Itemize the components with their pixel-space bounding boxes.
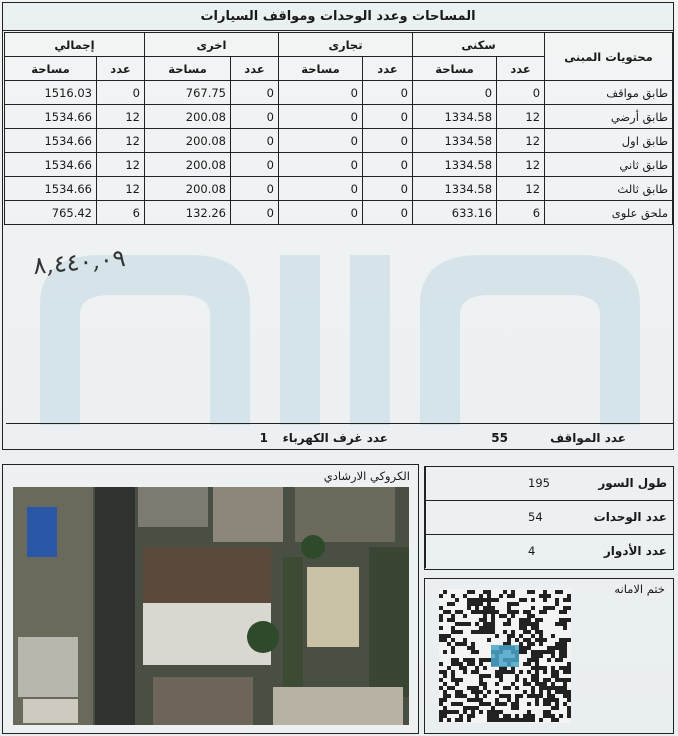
table-row bbox=[5, 81, 673, 105]
header-area: مساحة bbox=[279, 57, 363, 81]
cell-com-count: 0 bbox=[363, 129, 413, 153]
electric-rooms-label: عدد غرف الكهرباء bbox=[282, 431, 388, 445]
cell-res-area: 633.16 bbox=[413, 201, 497, 225]
cell-res-area: 1334.58 bbox=[413, 129, 497, 153]
info-row-units bbox=[425, 501, 673, 535]
cell-oth-count: 0 bbox=[231, 105, 279, 129]
cell-tot-count: 0 bbox=[97, 81, 145, 105]
cell-tot-area: 1534.66 bbox=[5, 105, 97, 129]
fence-length-label: طول السور bbox=[598, 476, 667, 490]
cell-res-count: 6 bbox=[497, 201, 545, 225]
fence-length-value: 195 bbox=[528, 476, 550, 490]
cell-com-area: 0 bbox=[279, 105, 363, 129]
cell-com-area: 0 bbox=[279, 153, 363, 177]
floors-label: عدد الأدوار bbox=[603, 544, 667, 558]
header-count: عدد bbox=[363, 57, 413, 81]
cell-com-count: 0 bbox=[363, 177, 413, 201]
row-label: طابق أرضي bbox=[545, 105, 673, 129]
header-commercial: تجارى bbox=[279, 33, 413, 57]
footer-summary bbox=[6, 423, 674, 452]
cell-tot-count: 12 bbox=[97, 177, 145, 201]
municipality-seal-box bbox=[424, 578, 674, 734]
qr-code-icon bbox=[439, 589, 571, 723]
areas-table-section bbox=[2, 2, 674, 450]
cell-res-area: 1334.58 bbox=[413, 153, 497, 177]
row-label: طابق مواقف bbox=[545, 81, 673, 105]
row-label: طابق ثاني bbox=[545, 153, 673, 177]
cell-com-area: 0 bbox=[279, 177, 363, 201]
handwritten-total: ٨,٤٤٠,٠٩ bbox=[31, 244, 127, 280]
seal-label: ختم الامانه bbox=[614, 582, 665, 596]
cell-res-count: 12 bbox=[497, 177, 545, 201]
cell-oth-area: 200.08 bbox=[145, 177, 231, 201]
header-area: مساحة bbox=[145, 57, 231, 81]
row-label: طابق ثالث bbox=[545, 177, 673, 201]
cell-tot-count: 12 bbox=[97, 105, 145, 129]
header-total: إجمالي bbox=[5, 33, 145, 57]
page-title: المساحات وعدد الوحدات ومواقف السيارات bbox=[3, 3, 673, 31]
table-row bbox=[5, 201, 673, 225]
cell-res-count: 12 bbox=[497, 105, 545, 129]
cell-com-area: 0 bbox=[279, 201, 363, 225]
cell-oth-area: 132.26 bbox=[145, 201, 231, 225]
cell-res-count: 12 bbox=[497, 153, 545, 177]
header-count: عدد bbox=[97, 57, 145, 81]
cell-com-area: 0 bbox=[279, 81, 363, 105]
cell-com-count: 0 bbox=[363, 153, 413, 177]
cell-com-count: 0 bbox=[363, 105, 413, 129]
row-label: طابق اول bbox=[545, 129, 673, 153]
header-area: مساحة bbox=[413, 57, 497, 81]
info-row-floors bbox=[425, 535, 673, 568]
aerial-sketch-box bbox=[2, 464, 419, 734]
cell-tot-area: 1534.66 bbox=[5, 177, 97, 201]
cell-tot-area: 1534.66 bbox=[5, 153, 97, 177]
cell-tot-area: 1516.03 bbox=[5, 81, 97, 105]
units-value: 54 bbox=[528, 510, 543, 524]
cell-oth-area: 200.08 bbox=[145, 153, 231, 177]
header-count: عدد bbox=[497, 57, 545, 81]
floors-value: 4 bbox=[528, 544, 536, 558]
cell-res-area: 1334.58 bbox=[413, 177, 497, 201]
table-row bbox=[5, 105, 673, 129]
cell-oth-count: 0 bbox=[231, 177, 279, 201]
cell-res-area: 1334.58 bbox=[413, 105, 497, 129]
table-body bbox=[5, 81, 673, 225]
cell-res-count: 0 bbox=[497, 81, 545, 105]
cell-oth-count: 0 bbox=[231, 201, 279, 225]
cell-oth-count: 0 bbox=[231, 153, 279, 177]
cell-tot-area: 1534.66 bbox=[5, 129, 97, 153]
cell-com-count: 0 bbox=[363, 81, 413, 105]
header-residential: سكنى bbox=[413, 33, 545, 57]
header-row-label: محتويات المبنى bbox=[545, 33, 673, 81]
table-row bbox=[5, 153, 673, 177]
parking-label: عدد المواقف bbox=[550, 431, 626, 445]
cell-oth-count: 0 bbox=[231, 81, 279, 105]
header-count: عدد bbox=[231, 57, 279, 81]
table-row bbox=[5, 177, 673, 201]
header-other: اخرى bbox=[145, 33, 279, 57]
electric-rooms-value: 1 bbox=[259, 431, 268, 445]
cell-oth-count: 0 bbox=[231, 129, 279, 153]
info-row-fence-length bbox=[425, 467, 673, 501]
cell-tot-count: 12 bbox=[97, 153, 145, 177]
cell-tot-area: 765.42 bbox=[5, 201, 97, 225]
cell-oth-area: 200.08 bbox=[145, 129, 231, 153]
header-area: مساحة bbox=[5, 57, 97, 81]
cell-oth-area: 767.75 bbox=[145, 81, 231, 105]
cell-tot-count: 12 bbox=[97, 129, 145, 153]
row-label: ملحق علوى bbox=[545, 201, 673, 225]
building-info-box bbox=[424, 466, 674, 570]
table-row bbox=[5, 129, 673, 153]
areas-table bbox=[4, 32, 673, 225]
cell-com-count: 0 bbox=[363, 201, 413, 225]
cell-tot-count: 6 bbox=[97, 201, 145, 225]
cell-com-area: 0 bbox=[279, 129, 363, 153]
cell-res-count: 12 bbox=[497, 129, 545, 153]
cell-res-area: 0 bbox=[413, 81, 497, 105]
units-label: عدد الوحدات bbox=[593, 510, 667, 524]
cell-oth-area: 200.08 bbox=[145, 105, 231, 129]
parking-value: 55 bbox=[491, 431, 508, 445]
aerial-map-image bbox=[13, 487, 409, 725]
aerial-title: الكروكي الارشادي bbox=[323, 469, 410, 483]
